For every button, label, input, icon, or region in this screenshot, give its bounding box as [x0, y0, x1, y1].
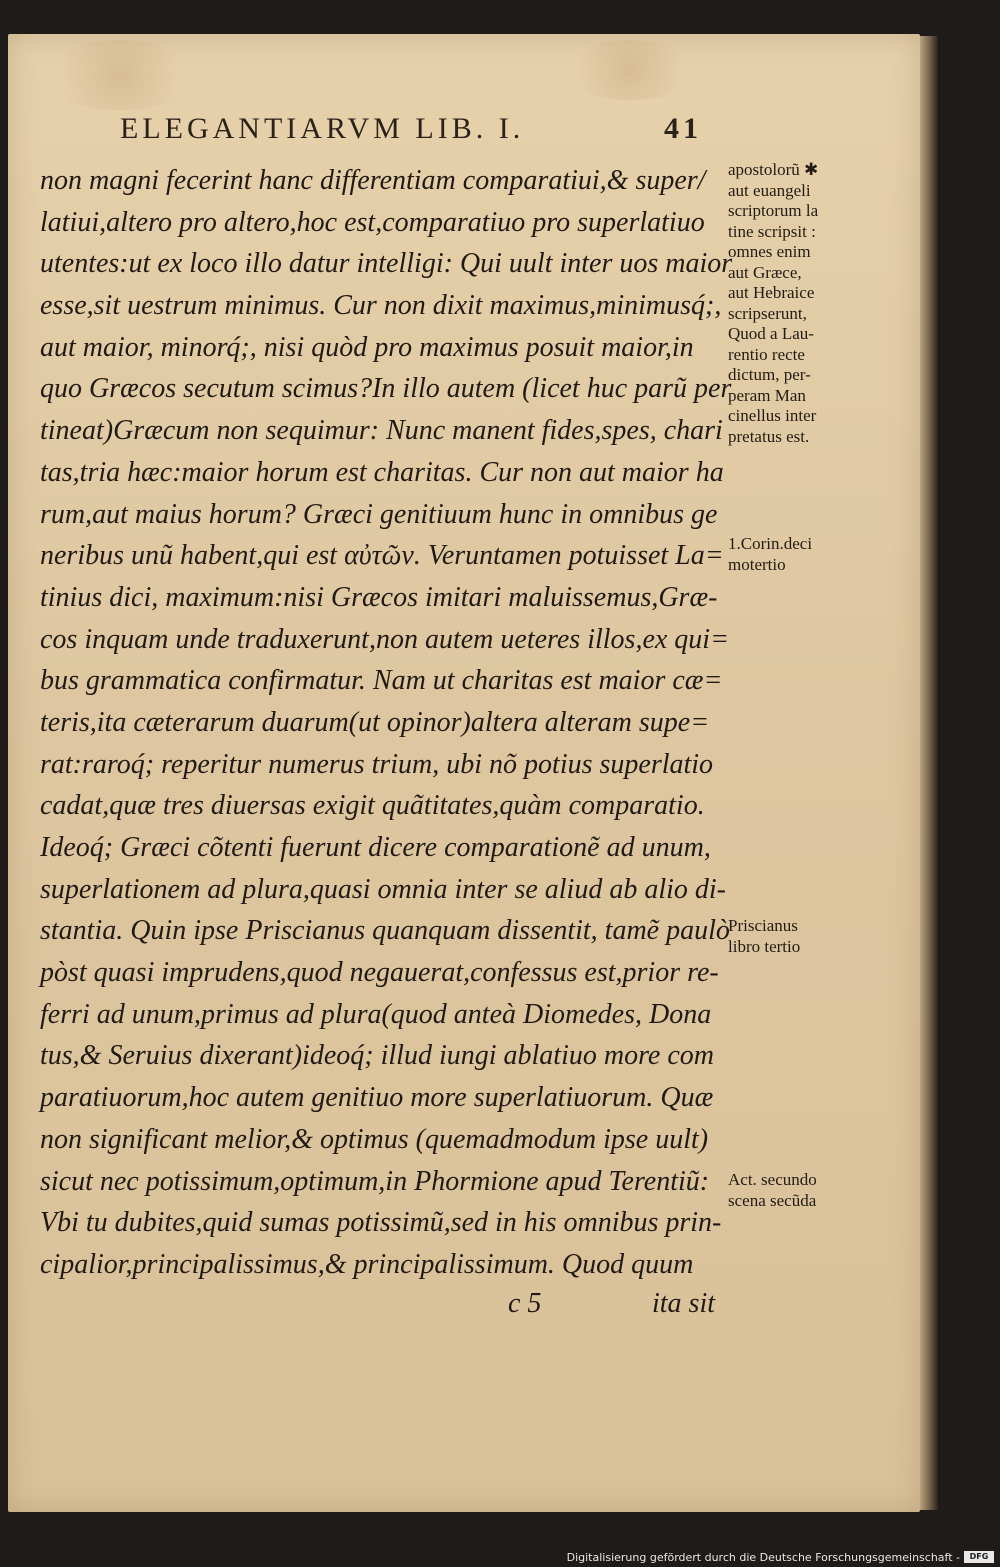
- text-line: pòst quasi imprudens,quod negauerat,confessus est,prior re-: [40, 957, 719, 989]
- text-line: tineat)Græcum non sequimur: Nunc manent fides,spes, chari: [40, 415, 723, 447]
- text-line: utentes:ut ex loco illo datur intelligi: Qui uult inter uos maior: [40, 248, 733, 280]
- running-head-title: ELEGANTIARVM LIB. I.: [120, 112, 525, 145]
- margin-note-line: aut Græce,: [728, 262, 802, 282]
- dfg-logo-icon: DFG: [964, 1551, 994, 1563]
- text-line: bus grammatica confirmatur. Nam ut charitas est maior cæ=: [40, 665, 723, 697]
- page-number: 41: [664, 112, 702, 145]
- text-line: teris,ita cæterarum duarum(ut opinor)altera alteram supe=: [40, 706, 710, 738]
- margin-note-line: pretatus est.: [728, 426, 810, 446]
- margin-note-act-scene: [728, 1170, 864, 1211]
- margin-note-line: 1.Corin.deci: [728, 534, 813, 553]
- text-line: tinius dici, maximum:nisi Græcos imitari maluissemus,Græ-: [40, 581, 718, 613]
- margin-note-line: scriptorum la: [728, 201, 819, 220]
- text-line: tus,& Seruius dixerant)ideoq́; illud iungi ablatiuo more com: [40, 1040, 715, 1072]
- text-line: Ideoq́; Græci cõtenti fuerunt dicere comparationẽ ad unum,: [40, 832, 711, 863]
- paper-stain: [560, 40, 700, 100]
- margin-note-corinthians: [728, 534, 864, 575]
- margin-note-line: Priscianus: [728, 916, 798, 935]
- text-line: rat:raroq́; reperitur numerus trium, ubi nõ potius superlatio: [40, 748, 714, 780]
- text-line: neribus unũ habent,qui est αὐτῶν. Veruntamen potuisset La=: [40, 540, 724, 572]
- margin-note-apostolorum: [728, 160, 864, 447]
- body-text: [40, 160, 733, 1286]
- margin-note-line: tine scripsit :: [728, 221, 816, 241]
- margin-note-line: libro tertio: [728, 936, 801, 956]
- text-line: tas,tria hæc:maior horum est charitas. Cur non aut maior ha: [40, 456, 724, 488]
- margin-note-line: aut euangeli: [728, 180, 811, 200]
- text-line: rum,aut maius horum? Græci genitiuum hunc in omnibus ge: [40, 498, 718, 530]
- margin-note-line: dictum, per-: [728, 365, 811, 384]
- text-line: ferri ad unum,primus ad plura(quod anteà Diomedes, Dona: [40, 998, 712, 1030]
- text-line: quo Græcos secutum scimus?In illo autem (licet huc parũ per: [40, 373, 732, 405]
- margin-note-line: Quod a Lau-: [728, 324, 814, 343]
- margin-note-line: scena secũda: [728, 1190, 817, 1210]
- margin-note-line: scripserunt,: [728, 303, 807, 323]
- text-line: cipalior,principalissimus,& principalissimum. Quod quum: [40, 1248, 694, 1280]
- paper-stain: [40, 40, 200, 110]
- margin-note-line: peram Man: [728, 385, 806, 405]
- margin-note-line: apostolorũ ✱: [728, 160, 819, 179]
- margin-note-line: rentio recte: [728, 344, 805, 364]
- text-line: latiui,altero pro altero,hoc est,comparatiuo pro superlatiuo: [40, 206, 705, 238]
- text-line: superlationem ad plura,quasi omnia inter se aliud ab alio di-: [40, 873, 726, 905]
- text-line: Vbi tu dubites,quid sumas potissimũ,sed in his omnibus prin-: [40, 1207, 722, 1239]
- margin-note-line: Act. secundo: [728, 1170, 817, 1189]
- text-line: stantia. Quin ipse Priscianus quanquam dissentit, tamẽ paulò: [40, 915, 730, 947]
- margin-note-line: omnes enim: [728, 242, 811, 261]
- text-line: esse,sit uestrum minimus. Cur non dixit maximus,minimusq́;,: [40, 290, 722, 322]
- margin-note-line: aut Hebraice: [728, 283, 815, 302]
- catchword: ita sit: [652, 1288, 716, 1319]
- signature-mark: c 5: [508, 1288, 542, 1319]
- text-line: non magni fecerint hanc differentiam comparatiui,& super/: [40, 165, 706, 196]
- text-line: cadat,quæ tres diuersas exigit quãtitates,quàm comparatio.: [40, 790, 705, 822]
- text-line: paratiuorum,hoc autem genitiuo more superlatiuorum. Quæ: [40, 1082, 714, 1114]
- margin-note-line: cinellus inter: [728, 406, 817, 425]
- text-line: non significant melior,& optimus (quemadmodum ipse uult): [40, 1123, 709, 1155]
- digitization-credit: Digitalisierung gefördert durch die Deutsche Forschungsgemeinschaft -: [566, 1551, 960, 1564]
- margin-note-priscianus: [728, 916, 864, 957]
- text-line: sicut nec potissimum,optimum,in Phormione apud Terentiũ:: [40, 1165, 710, 1197]
- text-line: aut maior, minorq́;, nisi quòd pro maximus posuit maior,in: [40, 331, 694, 363]
- text-line: cos inquam unde traduxerunt,non autem ueteres illos,ex qui=: [40, 623, 729, 655]
- running-head: [120, 112, 720, 152]
- page-edge: [920, 36, 938, 1510]
- margin-note-line: motertio: [728, 554, 786, 574]
